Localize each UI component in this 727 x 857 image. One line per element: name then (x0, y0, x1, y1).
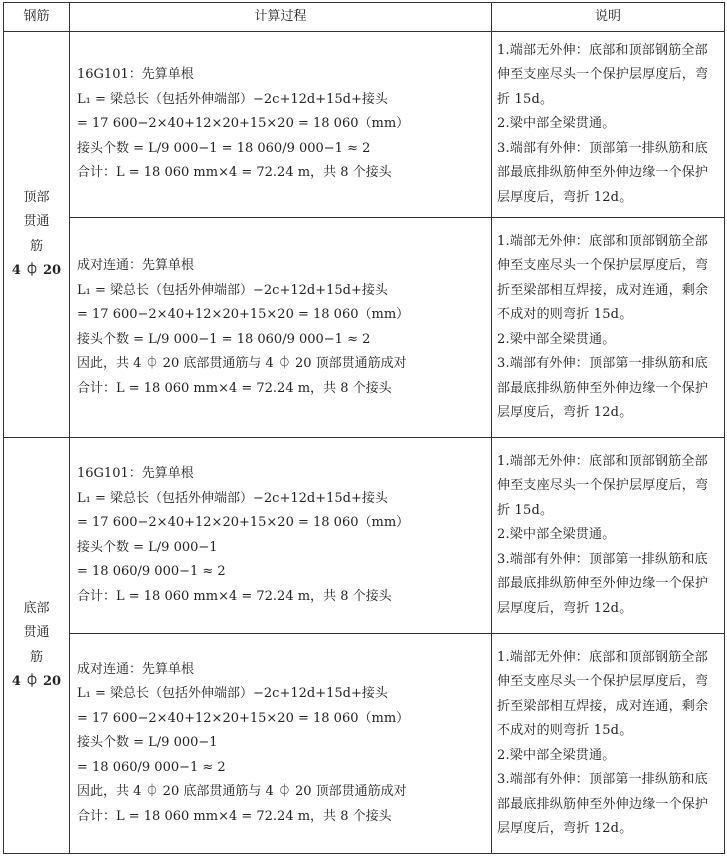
calc-line: = 18 060/9 000−1 ≈ 2 (77, 759, 226, 775)
calc-line: 合计：L = 18 060 mm×4 = 72.24 m，共 8 个接头 (77, 808, 392, 824)
label-line: 筋 (29, 238, 43, 254)
calc-cell (70, 218, 492, 438)
header-notes: 说明 (492, 3, 725, 32)
note-line: 2.梁中部全梁贯通。 (497, 331, 616, 347)
note-line: 3.端部有外伸：顶部第一排纵筋和底部最底排纵筋伸至外伸边缘一个保护层厚度后，弯折 12d。 (497, 356, 709, 420)
note-line: 1.端部无外伸：底部和顶部钢筋全部伸至支座尽头一个保护层厚度后，弯折 15d。 (497, 453, 709, 518)
note-cell (492, 32, 725, 218)
calc-line: 因此，共 4 ⏀ 20 底部贯通筋与 4 ⏀ 20 顶部贯通筋成对 (77, 356, 407, 371)
label-line: 贯通 (23, 214, 50, 229)
calc-line: 成对连通：先算单根 (77, 258, 195, 273)
calc-line: 接头个数 = L/9 000−1 = 18 060/9 000−1 ≈ 2 (77, 331, 371, 347)
note-line: 3.端部有外伸：顶部第一排纵筋和底部最底排纵筋伸至外伸边缘一个保护层厚度后，弯折 12d。 (497, 551, 709, 616)
note-line: 1.端部无外伸：底部和顶部钢筋全部伸至支座尽头一个保护层厚度后，弯折至梁部相互焊接，成对连通，剩余不成对的则弯折 15d。 (497, 649, 709, 738)
calc-line: = 17 600−2×40+12×20+15×20 = 18 060（mm） (77, 710, 410, 726)
calc-line: = 18 060/9 000−1 ≈ 2 (77, 564, 226, 579)
note-cell (492, 634, 725, 854)
calc-line: 合计：L = 18 060 mm×4 = 72.24 m，共 8 个接头 (77, 588, 392, 604)
calc-line: L₁ = 梁总长（包括外伸端部）−2c+12d+15d+接头 (77, 91, 388, 107)
calc-cell (70, 32, 492, 218)
calc-line: L₁ = 梁总长（包括外伸端部）−2c+12d+15d+接头 (77, 282, 388, 298)
table-row (4, 32, 725, 218)
calc-cell (70, 438, 492, 634)
note-line: 3.端部有外伸：顶部第一排纵筋和底部最底排纵筋伸至外伸边缘一个保护层厚度后，弯折 12d。 (497, 772, 709, 836)
calc-line: 接头个数 = L/9 000−1 (77, 735, 218, 751)
note-line: 3.端部有外伸：顶部第一排纵筋和底部最底排纵筋伸至外伸边缘一个保护层厚度后，弯折 12d。 (497, 140, 709, 205)
calc-line: 成对连通：先算单根 (77, 661, 195, 677)
calc-line: L₁ = 梁总长（包括外伸端部）−2c+12d+15d+接头 (77, 490, 388, 506)
calc-line: 16G101：先算单根 (77, 466, 194, 481)
rebar-calculation-table (3, 2, 725, 854)
table-row (4, 218, 725, 438)
calc-line: 接头个数 = L/9 000−1 (77, 539, 218, 555)
note-line: 1.端部无外伸：底部和顶部钢筋全部伸至支座尽头一个保护层厚度后，弯折至梁部相互焊接，成对连通，剩余不成对的则弯折 15d。 (497, 233, 709, 322)
label-line: 贯通 (23, 625, 50, 640)
rebar-label-bottom (4, 438, 70, 854)
calc-cell (70, 634, 492, 854)
calc-line: = 17 600−2×40+12×20+15×20 = 18 060（mm） (77, 307, 410, 322)
rebar-label-top (4, 32, 70, 438)
note-cell (492, 218, 725, 438)
label-line: 4 ⏀ 20 (11, 263, 62, 278)
header-rebar: 钢筋 (4, 3, 70, 32)
note-line: 2.梁中部全梁贯通。 (497, 747, 616, 763)
calc-line: = 17 600−2×40+12×20+15×20 = 18 060（mm） (77, 515, 410, 530)
label-line: 筋 (29, 649, 43, 665)
note-line: 2.梁中部全梁贯通。 (497, 527, 616, 543)
calc-line: 接头个数 = L/9 000−1 = 18 060/9 000−1 ≈ 2 (77, 140, 371, 156)
calc-line: = 17 600−2×40+12×20+15×20 = 18 060（mm） (77, 116, 410, 132)
label-line: 顶部 (23, 189, 50, 205)
calc-line: L₁ = 梁总长（包括外伸端部）−2c+12d+15d+接头 (77, 686, 388, 702)
calc-line: 合计：L = 18 060 mm×4 = 72.24 m，共 8 个接头 (77, 165, 392, 181)
note-cell (492, 438, 725, 634)
label-line: 4 ⏀ 20 (11, 674, 62, 689)
calc-line: 合计：L = 18 060 mm×4 = 72.24 m，共 8 个接头 (77, 380, 392, 396)
table-row (4, 634, 725, 854)
note-line: 2.梁中部全梁贯通。 (497, 116, 616, 132)
table-row (4, 438, 725, 634)
calc-line: 因此，共 4 ⏀ 20 底部贯通筋与 4 ⏀ 20 顶部贯通筋成对 (77, 784, 407, 800)
header-calculation: 计算过程 (70, 3, 492, 32)
label-line: 底部 (23, 600, 50, 616)
note-line: 1.端部无外伸：底部和顶部钢筋全部伸至支座尽头一个保护层厚度后，弯折 15d。 (497, 42, 709, 107)
header-row (4, 3, 725, 32)
calc-line: 16G101：先算单根 (77, 67, 194, 83)
